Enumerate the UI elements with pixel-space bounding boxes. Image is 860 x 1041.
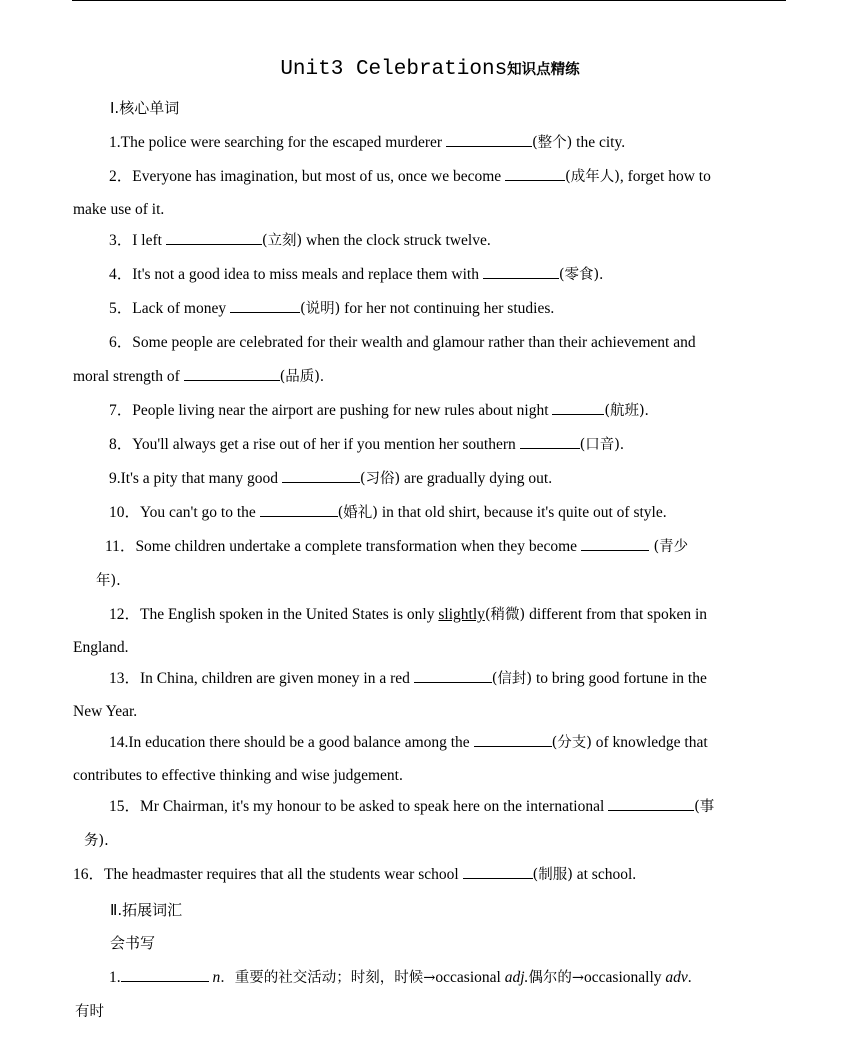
question-8: 8．You'll always get a rise out of her if you mention her southern (口音). xyxy=(109,436,624,453)
question-11: 11．Some children undertake a complete transformation when they become (青少 xyxy=(105,538,689,555)
answer-blank[interactable] xyxy=(230,298,300,313)
question-15-cont: 务). xyxy=(84,833,109,849)
question-12: 12．The English spoken in the United States is only slightly(稍微) different from that spoken in xyxy=(109,606,708,623)
answer-blank[interactable] xyxy=(184,366,280,381)
question-4: 4．It's not a good idea to miss meals and replace them with (零食). xyxy=(109,266,604,283)
answer-blank[interactable] xyxy=(581,536,649,551)
question-7: 7．People living near the airport are pushing for new rules about night (航班). xyxy=(109,402,649,419)
question-14-cont: contributes to effective thinking and wise judgement. xyxy=(73,767,403,784)
section-extended-vocab: Ⅱ.拓展词汇 xyxy=(110,901,183,919)
answer-blank[interactable] xyxy=(414,668,492,683)
question-5: 5．Lack of money (说明) for her not continuing her studies. xyxy=(109,300,555,317)
answer-blank[interactable] xyxy=(505,166,565,181)
question-14: 14.In education there should be a good balance among the (分支) of knowledge that xyxy=(109,734,708,751)
answer-blank[interactable] xyxy=(474,732,552,747)
title-english: Unit3 Celebrations xyxy=(280,58,508,81)
answer-blank[interactable] xyxy=(520,434,580,449)
question-6: 6．Some people are celebrated for their wealth and glamour rather than their achievement and xyxy=(109,334,696,351)
question-3: 3．I left (立刻) when the clock struck twelve. xyxy=(109,232,491,249)
question-11-cont: 年). xyxy=(96,573,121,589)
question-13-cont: New Year. xyxy=(73,703,138,720)
answer-blank[interactable] xyxy=(166,230,262,245)
question-16: 16．The headmaster requires that all the students wear school (制服) at school. xyxy=(73,866,637,883)
extended-item-1: 1. n．重要的社交活动；时刻，时候→occasional adj.偶尔的→occasionally adv. xyxy=(109,969,692,986)
question-15: 15．Mr Chairman, it's my honour to be asked to speak here on the international (事 xyxy=(109,798,715,815)
answer-blank[interactable] xyxy=(260,502,338,517)
subsection-writing: 会书写 xyxy=(110,934,156,952)
question-12-cont: England. xyxy=(73,639,129,656)
section-core-words: Ⅰ.核心单词 xyxy=(110,99,180,117)
answer-blank[interactable] xyxy=(608,796,694,811)
answer-filled: slightly xyxy=(438,606,485,623)
question-2-cont: make use of it. xyxy=(73,201,165,218)
question-1: 1.The police were searching for the escaped murderer (整个) the city. xyxy=(109,134,626,151)
answer-blank[interactable] xyxy=(552,400,604,415)
question-13: 13．In China, children are given money in a red (信封) to bring good fortune in the xyxy=(109,670,707,687)
answer-blank[interactable] xyxy=(483,264,559,279)
question-9: 9.It's a pity that many good (习俗) are gradually dying out. xyxy=(109,470,553,487)
answer-blank[interactable] xyxy=(282,468,360,483)
question-10: 10．You can't go to the (婚礼) in that old shirt, because it's quite out of style. xyxy=(109,504,667,521)
question-6-cont: moral strength of (品质). xyxy=(73,368,324,385)
title-chinese: 知识点精练 xyxy=(507,62,580,78)
question-2: 2．Everyone has imagination, but most of us, once we become (成年人), forget how to xyxy=(109,168,711,185)
answer-blank[interactable] xyxy=(463,864,533,879)
top-rule xyxy=(72,0,786,1)
extended-item-1-cont: 有时 xyxy=(75,1004,104,1020)
answer-blank[interactable] xyxy=(446,132,532,147)
answer-blank[interactable] xyxy=(121,967,209,982)
page-title xyxy=(0,52,860,85)
